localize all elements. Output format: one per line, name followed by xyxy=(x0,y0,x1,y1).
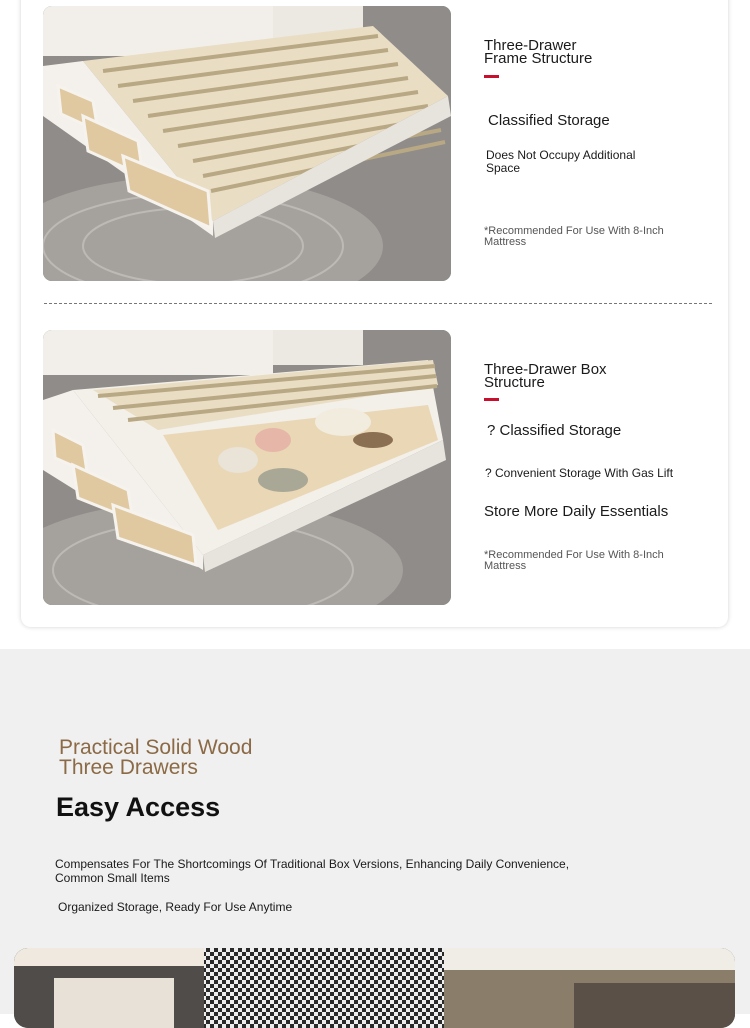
dashed-divider xyxy=(44,303,712,304)
section-subtitle: Organized Storage, Ready For Use Anytime xyxy=(58,900,293,914)
lifestyle-photo xyxy=(14,948,735,1028)
product-1-feature-space: Does Not Occupy Additional Space xyxy=(486,148,636,175)
box-bed-photo xyxy=(43,330,451,605)
product-1-feature-classified: Classified Storage xyxy=(488,112,610,129)
bed-frame-photo xyxy=(43,6,451,281)
product-2-title: Three-Drawer Box Structure xyxy=(484,361,607,391)
product-2-feature-gas-lift: ? Convenient Storage With Gas Lift xyxy=(485,466,674,480)
section-description: Compensates For The Shortcomings Of Traditional Box Versions, Enhancing Daily Convenience, Common Small Items xyxy=(55,857,570,885)
section-title: Easy Access xyxy=(56,792,221,822)
accent-mark xyxy=(484,75,499,78)
accent-mark xyxy=(484,398,499,401)
product-1-mattress-note: *Recommended For Use With 8-Inch Mattress xyxy=(484,225,664,248)
section-heading: Practical Solid Wood Three Drawers xyxy=(59,736,253,779)
product-2-feature-essentials: Store More Daily Essentials xyxy=(484,503,669,520)
product-2-mattress-note: *Recommended For Use With 8-Inch Mattress xyxy=(484,549,664,572)
product-2-feature-classified: ? Classified Storage xyxy=(487,422,622,439)
product-1-title: Three-Drawer Frame Structure xyxy=(484,37,593,67)
